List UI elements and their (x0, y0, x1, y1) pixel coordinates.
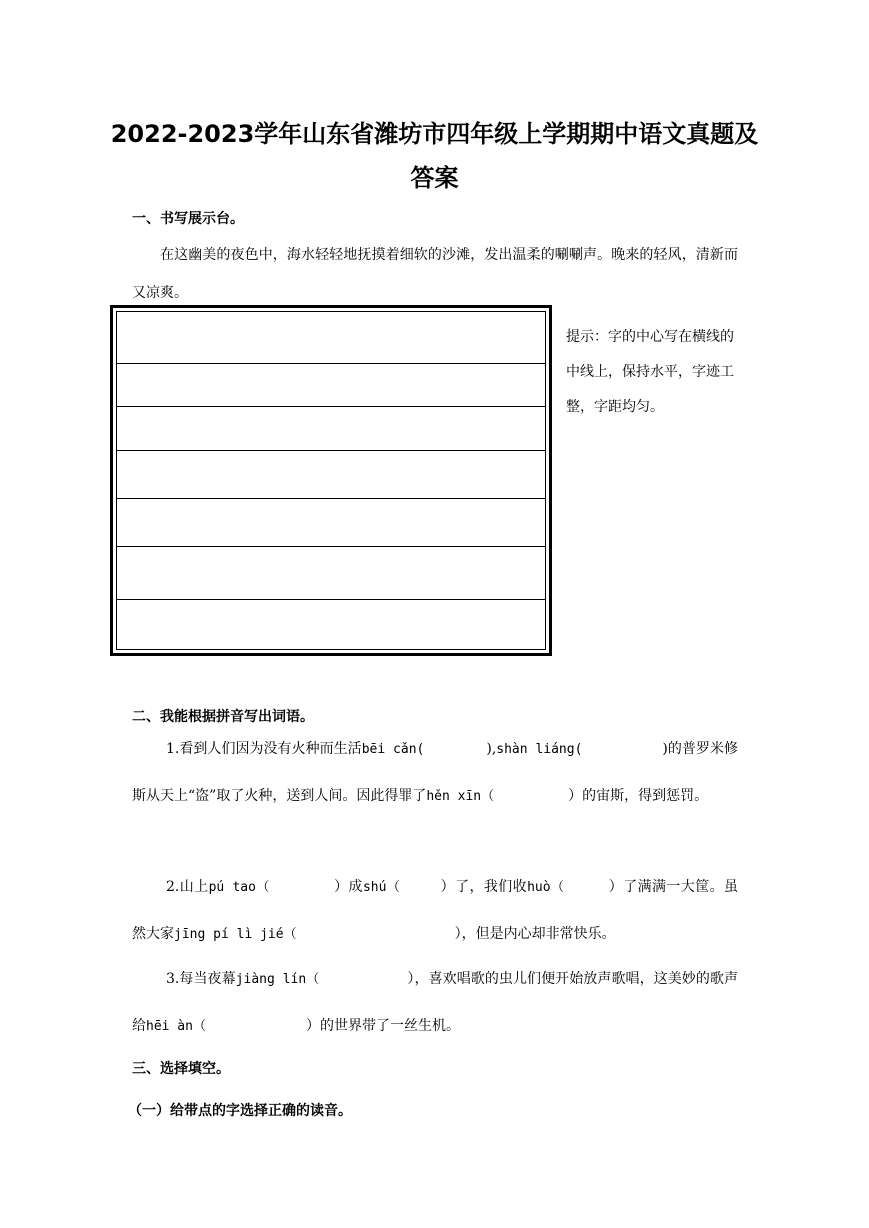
question-3: 3.每当夜幕jiàng lín（ ），喜欢唱歌的虫儿们便开始放声歌唱，这美妙的歌声给hēi àn（ ）的世界带了一丝生机。 (132, 971, 738, 1034)
title-line-1: 2022-2023学年山东省潍坊市四年级上学期期中语文真题及 (110, 120, 759, 148)
handwriting-box[interactable] (110, 305, 552, 656)
question-1: 1.看到人们因为没有火种而生活bēi cǎn( ),shàn liáng( )的普罗米修斯从天上“盗”取了火种，送到人间。因此得罪了hěn xīn（ ）的宙斯，得到惩罚。 (132, 741, 738, 804)
page-title (110, 112, 759, 200)
section-3-heading: 三、选择填空。 (132, 1061, 230, 1077)
writing-line[interactable] (117, 407, 545, 451)
section-3-sub-1: （一）给带点的字选择正确的读音。 (128, 1103, 352, 1119)
section-2-heading: 二、我能根据拼音写出词语。 (132, 709, 314, 725)
writing-line[interactable] (117, 547, 545, 600)
writing-line[interactable] (117, 451, 545, 499)
question-2: 2.山上pú tao（ ）成shú（ ）了，我们收huò（ ）了满满一大筐。虽然大家jīng pí lì jié（ ），但是内心却非常快乐。 (132, 879, 739, 942)
section-1-heading: 一、书写展示台。 (132, 211, 244, 227)
writing-line[interactable] (117, 499, 545, 547)
writing-line[interactable] (117, 600, 545, 649)
writing-hint: 提示：字的中心写在横线的中线上，保持水平，字迹工整，字距均匀。 (566, 329, 734, 415)
title-line-2: 答案 (410, 164, 459, 192)
writing-line[interactable] (117, 312, 545, 364)
handwriting-grid (116, 311, 546, 650)
writing-line[interactable] (117, 364, 545, 407)
section-1-passage: 在这幽美的夜色中，海水轻轻地抚摸着细软的沙滩，发出温柔的唰唰声。晚来的轻风，清新而又凉爽。 (132, 247, 738, 301)
